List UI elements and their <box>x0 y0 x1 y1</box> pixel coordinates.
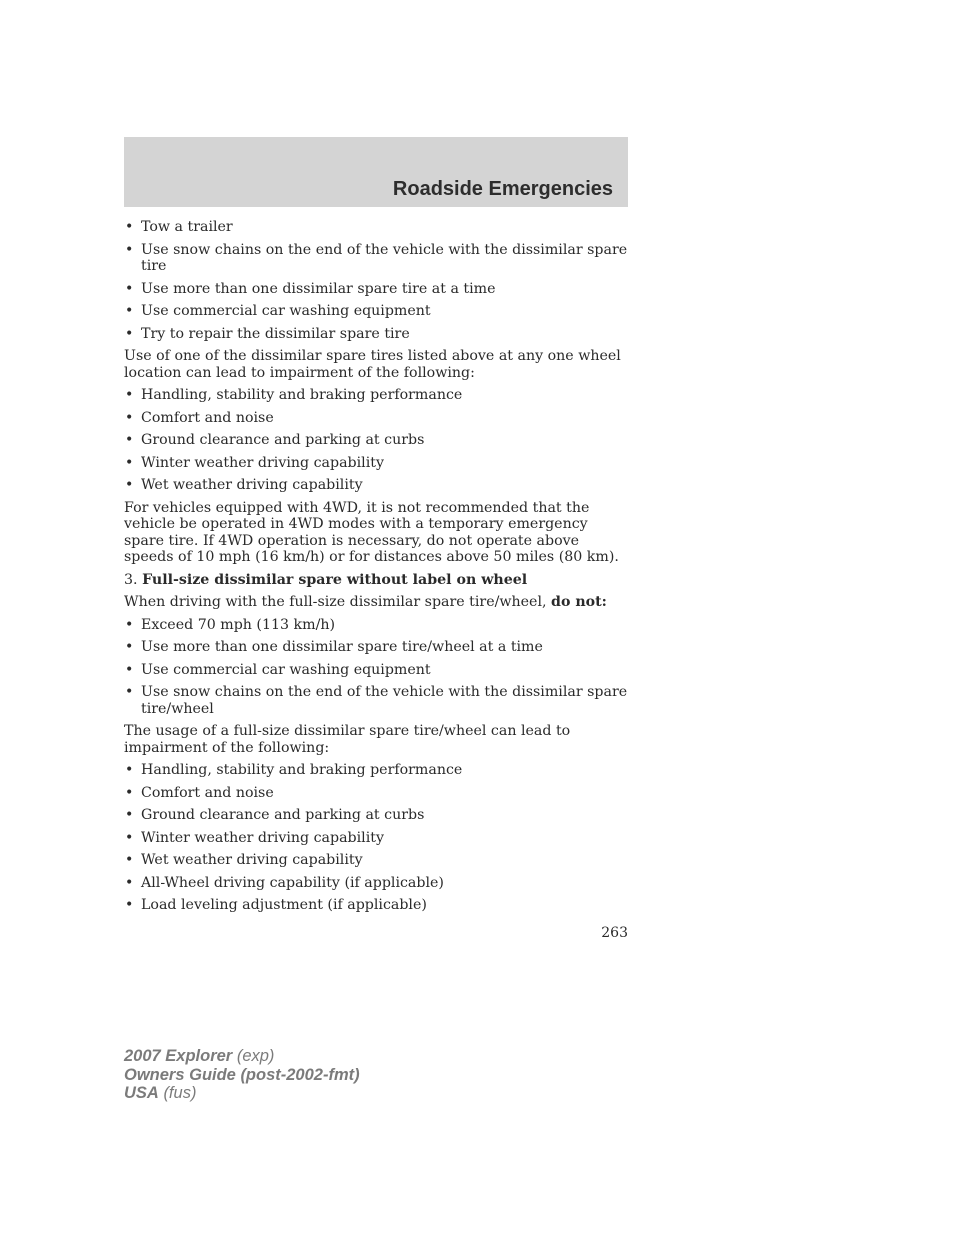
list-item: • Load leveling adjustment (if applicable) <box>125 897 427 913</box>
paragraph-impairment: Use of one of the dissimilar spare tires listed above at any one wheel location can lead to impairment of the following: <box>124 348 621 381</box>
list-item: • Use commercial car washing equipment <box>125 661 431 678</box>
document-footer <box>124 1047 360 1103</box>
list-item: • Use more than one dissimilar spare tire/wheel at a time <box>125 639 543 655</box>
list-item: • Ground clearance and parking at curbs <box>125 432 425 448</box>
paragraph-usage: The usage of a full-size dissimilar spare tire/wheel can lead to impairment of the following: <box>124 723 571 756</box>
list-item: • Winter weather driving capability <box>125 454 384 471</box>
list-item: • Handling, stability and braking performance <box>125 387 463 403</box>
list-item: • Exceed 70 mph (113 km/h) <box>125 616 336 633</box>
section-number: 3. <box>124 571 138 588</box>
bullet-icon: • <box>125 616 134 633</box>
bullet-icon: • <box>125 784 134 801</box>
list-item: • Ground clearance and parking at curbs <box>125 807 425 823</box>
list-item: • Use snow chains on the end of the vehicle with the dissimilar spare tire/wheel <box>125 684 628 717</box>
bullet-list-do-not <box>124 617 628 718</box>
bullet-icon: • <box>125 874 134 891</box>
list-item: • Use commercial car washing equipment <box>125 303 431 319</box>
footer-line-model: 2007 Explorer (exp) <box>124 1047 275 1065</box>
section-header-band <box>124 137 628 207</box>
bullet-icon: • <box>125 684 134 700</box>
bullet-icon: • <box>125 661 134 678</box>
section-title: Roadside Emergencies <box>392 178 613 200</box>
bullet-icon: • <box>125 325 134 342</box>
bullet-icon: • <box>125 241 134 258</box>
emphasis-do-not: do not: <box>551 594 607 610</box>
bullet-icon: • <box>125 477 134 493</box>
bullet-icon: • <box>125 219 134 235</box>
list-item: • Wet weather driving capability <box>125 852 363 868</box>
list-item: • Wet weather driving capability <box>125 477 363 493</box>
list-item: • Comfort and noise <box>125 409 274 426</box>
bullet-icon: • <box>125 454 134 471</box>
bullet-icon: • <box>125 897 134 913</box>
list-item: • Tow a trailer <box>125 219 233 235</box>
page-content <box>124 219 628 920</box>
list-item: • Winter weather driving capability <box>125 829 384 846</box>
bullet-list-avoid <box>124 219 628 342</box>
bullet-icon: • <box>125 829 134 846</box>
bullet-icon: • <box>125 280 134 297</box>
bullet-list-usage-impairments <box>124 762 628 914</box>
list-item: • Handling, stability and braking performance <box>125 762 463 778</box>
list-item: • All-Wheel driving capability (if applicable) <box>125 874 444 891</box>
list-item: • Try to repair the dissimilar spare tire <box>125 325 410 342</box>
page-number: 263 <box>601 925 628 941</box>
bullet-icon: • <box>125 303 134 319</box>
paragraph-4wd: For vehicles equipped with 4WD, it is not recommended that the vehicle be operated in 4WD modes with a temporary emergency spare tire. If 4WD operation is necessary, do not operate above speeds of 10 mph (16 km/h) or for distances above 50 miles (80 km). <box>124 499 619 565</box>
bullet-icon: • <box>125 639 134 655</box>
section-heading-text: Full-size dissimilar spare without label on wheel <box>142 571 528 588</box>
bullet-icon: • <box>125 432 134 448</box>
bullet-list-impairments <box>124 387 628 494</box>
paragraph-full-size: When driving with the full-size dissimilar spare tire/wheel, do not: <box>124 594 607 610</box>
bullet-icon: • <box>125 409 134 426</box>
footer-line-guide: Owners Guide (post-2002-fmt) <box>124 1065 360 1084</box>
footer-line-region: USA (fus) <box>124 1084 197 1102</box>
list-item: • Comfort and noise <box>125 784 274 801</box>
list-item: • Use snow chains on the end of the vehicle with the dissimilar spare tire <box>125 241 628 274</box>
bullet-icon: • <box>125 852 134 868</box>
bullet-icon: • <box>125 762 134 778</box>
bullet-icon: • <box>125 807 134 823</box>
list-item: • Use more than one dissimilar spare tire at a time <box>125 280 496 297</box>
section-heading-3 <box>124 572 628 589</box>
bullet-icon: • <box>125 387 134 403</box>
